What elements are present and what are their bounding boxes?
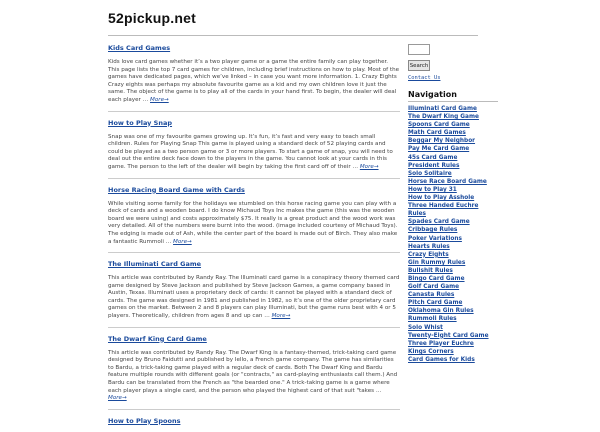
post-title-link[interactable]: How to Play Snap [108,118,173,127]
post-excerpt-text: While visiting some family for the holidays we stumbled on this horse racing game you can play with a deck of cards and a wooden board. I do know Michaud Toys Inc makes the game (this was the wooden board we were using) and costs approximately $75. It really is a great product and the wood work was very detailed. All of the numbers were burnt into the wood. (image included courtesy of Michaud Toys). The edging is made out of Ash, while the center part of the board is made out of Birch. They also make a fantastic Rummoli … [108,200,398,245]
nav-item [408,194,498,202]
nav-item [408,283,498,291]
nav-link[interactable]: Twenty-Eight Card Game [408,332,489,339]
nav-link[interactable]: How to Play 31 [408,186,457,193]
post [108,417,400,426]
post-title-link[interactable]: The Illuminati Card Game [108,260,202,269]
post [108,335,400,403]
nav-item [408,170,498,178]
post-excerpt [108,275,400,321]
post-excerpt-text: Snap was one of my favourite games growing up. It’s fun, it’s fast and very easy to teach small children. Rules for Playing Snap This game is played using a standard deck of 52 playing cards and could be played as a two person game or 3 or more players. To start a game of snap, you will need to deal out the entire deck face down to the players in the game. You cannot look at your cards in this game. The person to the left of the dealer will begin by taking the first card off of their … [108,133,393,170]
nav-item [408,348,498,356]
post-excerpt-text: This article was contributed by Randy Ray. The Dwarf King is a fantasy-themed, trick-taking card game designed by Bruno Faidutti and published by Iello, a French game company. The game has similarities to Bardu, a trick-taking game played with a regular deck of cards. Both The Dwarf King and Bardu feature multiple rounds with different goals (or "contracts," as card-playing enthusiasts call them.) And Bardu can be translated from the French as "the bearded one." A trick-taking game is a game where each player plays a single card, and the person who played the highest card of that suit "takes … [108,349,398,394]
navigation-list [408,105,498,364]
nav-item [408,291,498,299]
post-excerpt-text: Kids love card games whether it’s a two player game or a game the entire family can play together. This page lists the top 7 card games for children, including brief instructions on how to play. Most of the games have dedicated pages, which we’ve linked – in case you want more information. 1. Crazy Eights Crazy eights was perhaps my absolute favourite game as a kid and my own children love it just the same. The object of the game is to play all of the cards in your hand first. To begin, the dealer will deal each player … [108,59,400,103]
contact-link[interactable]: Contact Us [408,75,441,81]
nav-link[interactable]: President Rules [408,162,460,169]
post [108,119,400,172]
nav-link[interactable]: Poker Variations [408,235,462,242]
nav-link[interactable]: Illuminati Card Game [408,106,477,112]
nav-link[interactable]: Gin Rummy Rules [408,259,466,266]
nav-item [408,154,498,162]
post-divider [108,327,400,328]
post-list [108,44,400,432]
more-link[interactable]: More→ [271,313,291,320]
nav-item [408,218,498,226]
nav-item [408,105,498,113]
nav-item [408,340,498,348]
nav-item [408,267,498,275]
nav-item [408,137,498,145]
nav-item [408,332,498,340]
nav-item [408,226,498,234]
nav-item [408,243,498,251]
post-excerpt [108,350,400,403]
more-link[interactable]: More→ [173,238,192,245]
nav-link[interactable]: Solo Whist [408,324,443,331]
nav-item [408,299,498,307]
nav-link[interactable]: Spades Card Game [408,219,470,226]
post-title-link[interactable]: Kids Card Games [108,44,171,52]
nav-link[interactable]: Horse Race Board Game [408,178,487,185]
nav-link[interactable]: Crazy Eights [408,251,449,258]
nav-link[interactable]: Bullshit Rules [408,267,453,274]
nav-link[interactable]: 45s Card Game [408,154,458,161]
nav-link[interactable]: Three Player Euchre [408,340,474,347]
search-button[interactable]: Search [408,60,430,71]
nav-item [408,113,498,121]
post-title-link[interactable]: Horse Racing Board Game with Cards [108,185,245,194]
nav-link[interactable]: Solo Solitaire [408,170,452,177]
nav-item [408,259,498,267]
post-divider [108,409,400,410]
nav-item [408,145,498,153]
nav-item [408,307,498,315]
navigation-heading: Navigation [408,90,498,102]
more-link[interactable]: More→ [150,96,169,103]
nav-link[interactable]: Pay Me Card Game [408,146,470,153]
nav-link[interactable]: Math Card Games [408,130,466,137]
nav-item [408,356,498,364]
nav-link[interactable]: Canasta Rules [408,292,455,299]
sidebar [408,44,498,364]
nav-item [408,121,498,129]
post [108,44,400,105]
post-excerpt [108,201,400,247]
post-title-link[interactable]: How to Play Spoons [108,416,181,425]
post-excerpt-text: This article was contributed by Randy Ray. The Illuminati card game is a conspiracy theory themed card game designed by Steve Jackson and published by Steve Jackson Games, a game company based in Austin, Texas. Illuminati uses a proprietary deck of cards: it cannot be played with a standard deck of cards. The game was designed in 1981 and published in 1982, so it’s one of the older proprietary card games on the market. Between 2 and 8 players can play Illuminati, but the game runs best with 4 or 5 players. Theoretically, children from ages 8 and up can … [108,275,400,320]
post-divider [108,111,400,112]
post-divider [108,252,400,253]
nav-item [408,129,498,137]
nav-link[interactable]: The Dwarf King Game [408,114,479,121]
nav-link[interactable]: How to Play Asshole [408,195,475,202]
post [108,186,400,247]
search-input[interactable] [408,44,430,55]
nav-link[interactable]: Hearts Rules [408,243,450,250]
header-divider [108,35,478,36]
post [108,260,400,321]
nav-link[interactable]: Cribbage Rules [408,227,458,234]
post-title-link[interactable]: The Dwarf King Card Game [108,334,207,343]
post-excerpt [108,59,400,105]
nav-link[interactable]: Beggar My Neighbor [408,138,476,145]
nav-link[interactable]: Golf Card Game [408,284,460,291]
nav-link[interactable]: Bingo Card Game [408,275,465,282]
more-link[interactable]: More→ [108,395,127,402]
nav-link[interactable]: Pitch Card Game [408,300,463,307]
post-excerpt [108,134,400,172]
nav-link[interactable]: Card Games for Kids [408,356,475,363]
nav-item [408,202,498,218]
nav-link[interactable]: Rummoli Rules [408,316,457,323]
nav-link[interactable]: Three Handed Euchre Rules [408,203,479,218]
nav-link[interactable]: Oklahoma Gin Rules [408,308,474,315]
nav-item [408,275,498,283]
more-link[interactable]: More→ [359,163,379,170]
nav-item [408,178,498,186]
site-title[interactable]: 52pickup.net [108,10,196,26]
nav-item [408,315,498,323]
nav-item [408,324,498,332]
nav-link[interactable]: Kings Corners [408,348,454,355]
nav-item [408,186,498,194]
post-divider [108,178,400,179]
nav-item [408,235,498,243]
nav-item [408,162,498,170]
nav-link[interactable]: Spoons Card Game [408,122,470,129]
nav-item [408,251,498,259]
